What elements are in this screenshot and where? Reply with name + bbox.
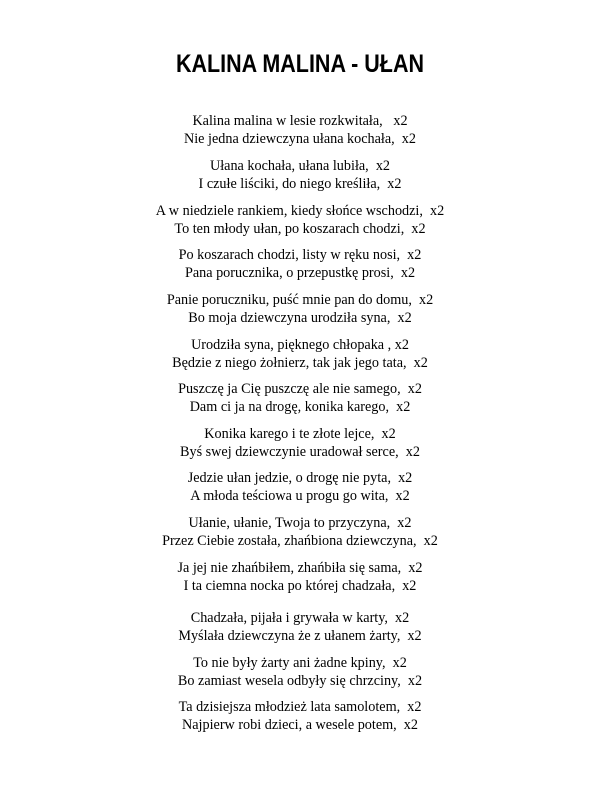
verse-line: Konika karego i te złote lejce, x2 (204, 426, 396, 442)
verse-line: Ja jej nie zhańbiłem, zhańbiła się sama, x2 (177, 560, 423, 576)
verse-line: To ten młody ułan, po koszarach chodzi, x2 (174, 221, 426, 237)
verse-line: Kalina malina w lesie rozkwitała, x2 (192, 113, 408, 129)
verse-line: Przez Ciebie została, zhańbiona dziewczyna, x2 (162, 533, 438, 549)
verse-3 (0, 202, 600, 238)
verse-line: A młoda teściowa u progu go wita, x2 (190, 488, 410, 504)
verse-line: Puszczę ja Cię puszczę ale nie samego, x2 (178, 381, 422, 397)
verse-line: Jedzie ułan jedzie, o drogę nie pyta, x2 (187, 470, 413, 486)
verse-7 (0, 380, 600, 416)
verse-13 (0, 654, 600, 690)
verse-8 (0, 425, 600, 461)
verse-line: Po koszarach chodzi, listy w ręku nosi, x2 (178, 247, 422, 263)
verse-12 (0, 609, 600, 645)
verse-14 (0, 698, 600, 734)
verse-line: I ta ciemna nocka po której chadzała, x2 (183, 578, 417, 594)
verse-line: Ułanie, ułanie, Twoja to przyczyna, x2 (188, 515, 412, 531)
verse-11 (0, 559, 600, 595)
verse-9 (0, 469, 600, 505)
verse-10 (0, 514, 600, 550)
verse-line: Ułana kochała, ułana lubiła, x2 (209, 158, 391, 174)
verse-6 (0, 336, 600, 372)
verse-line: Bo moja dziewczyna urodziła syna, x2 (188, 310, 412, 326)
verse-line: Dam ci ja na drogę, konika karego, x2 (189, 399, 411, 415)
verse-line: To nie były żarty ani żadne kpiny, x2 (193, 655, 407, 671)
verse-line: Byś swej dziewczynie uradował serce, x2 (180, 444, 420, 460)
verse-line: Ta dzisiejsza młodzież lata samolotem, x2 (178, 699, 422, 715)
verse-2 (0, 157, 600, 193)
song-title: KALINA MALINA - UŁAN (175, 50, 425, 78)
verse-1 (0, 112, 600, 148)
verse-line: Pana porucznika, o przepustkę prosi, x2 (184, 265, 416, 281)
verse-line: I czułe liściki, do niego kreśliła, x2 (198, 176, 402, 192)
verse-line: Myślała dziewczyna że z ułanem żarty, x2 (178, 628, 422, 644)
verse-line: Nie jedna dziewczyna ułana kochała, x2 (183, 131, 416, 147)
verse-line: Panie poruczniku, puść mnie pan do domu, x2 (166, 292, 434, 308)
verse-line: A w niedziele rankiem, kiedy słońce wschodzi, x2 (155, 203, 445, 219)
verse-line: Będzie z niego żołnierz, tak jak jego tata, x2 (172, 355, 428, 371)
verse-line: Najpierw robi dzieci, a wesele potem, x2 (182, 717, 418, 733)
verse-line: Chadzała, pijała i grywała w karty, x2 (190, 610, 410, 626)
verse-4 (0, 246, 600, 282)
verse-5 (0, 291, 600, 327)
verse-line: Bo zamiast wesela odbyły się chrzciny, x2 (177, 673, 423, 689)
verse-line: Urodziła syna, pięknego chłopaka , x2 (191, 337, 409, 353)
